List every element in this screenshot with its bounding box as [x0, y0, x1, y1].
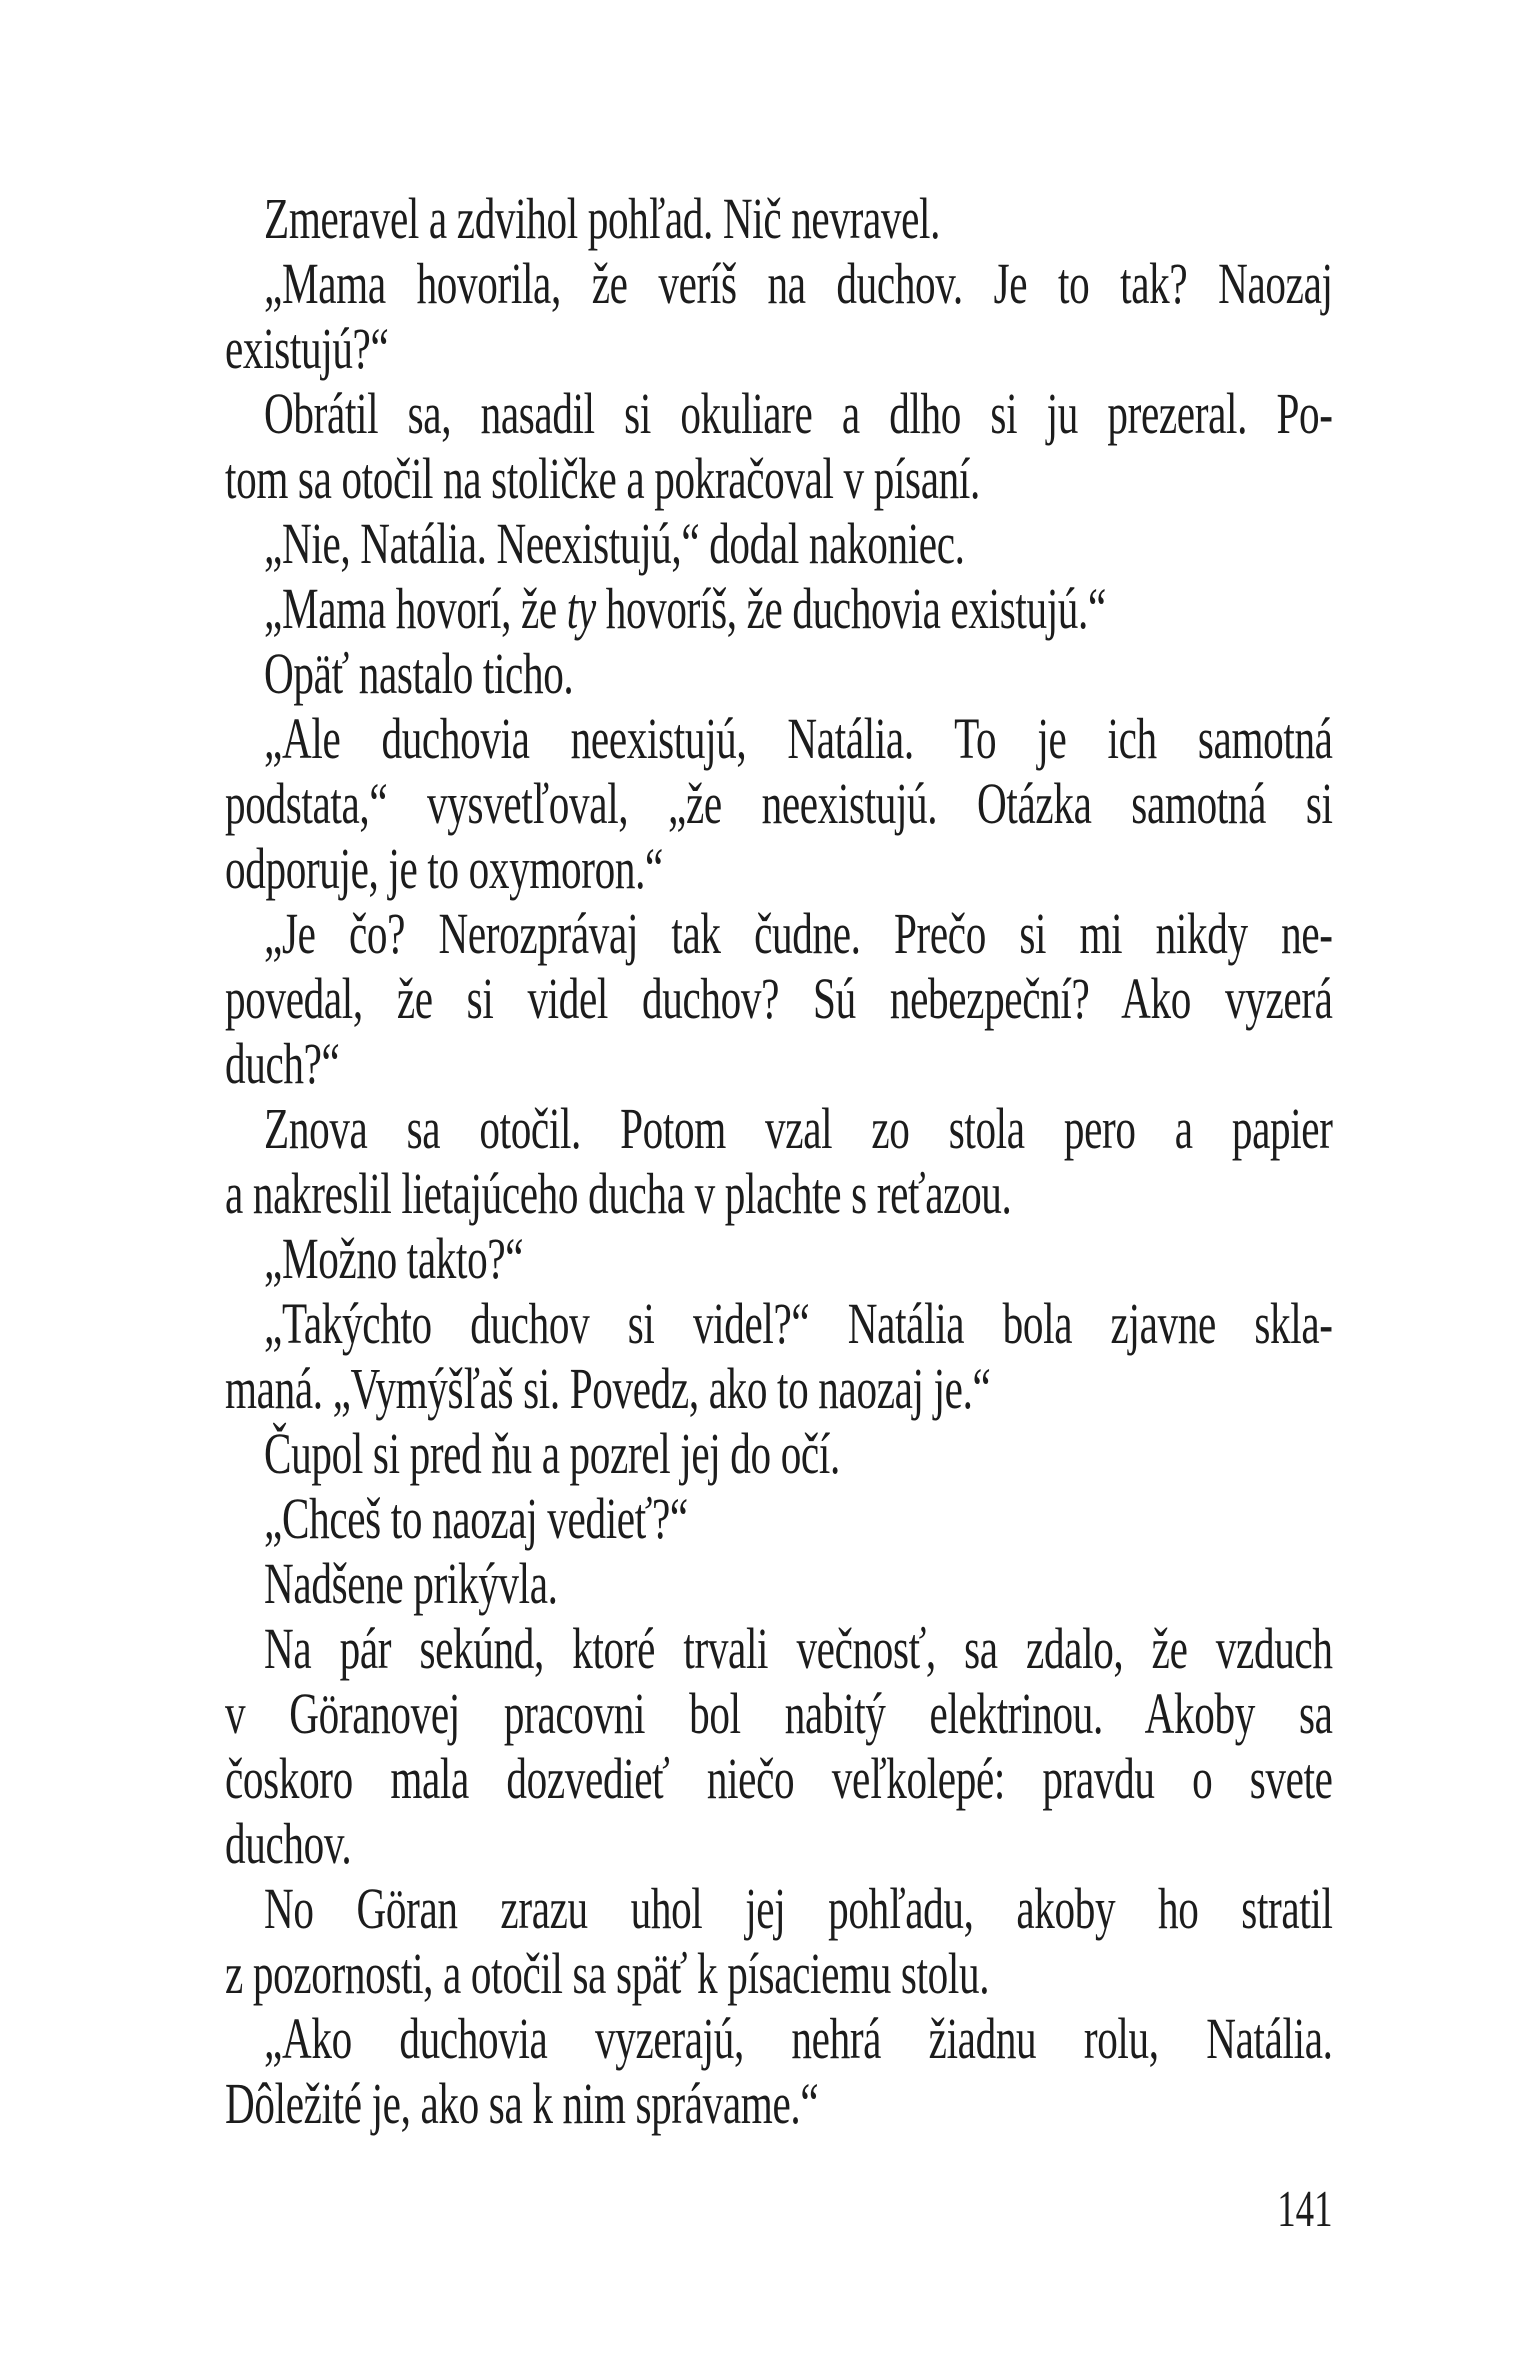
- text-segment: „Mama hovorila, že veríš na duchov. Je to tak? Naozaj: [264, 251, 1333, 316]
- text-line: [225, 186, 1333, 251]
- text-line: [225, 1096, 1333, 1161]
- page-text-lines: [225, 186, 1333, 2136]
- text-segment: existujú?“: [225, 316, 389, 381]
- text-segment: „Takýchto duchov si videl?“ Natália bola zjavne skla-: [264, 1291, 1333, 1356]
- text-line: [225, 381, 1333, 446]
- text-line: [225, 1941, 1333, 2006]
- text-segment: „Možno takto?“: [264, 1226, 524, 1291]
- text-segment: Opäť nastalo ticho.: [264, 641, 574, 706]
- text-line: [225, 446, 1333, 511]
- text-segment: tom sa otočil na stoličke a pokračoval v písaní.: [225, 446, 980, 511]
- text-segment: podstata,“ vysvetľoval, „že neexistujú. Otázka samotná si: [225, 771, 1333, 836]
- text-line: [225, 1421, 1333, 1486]
- text-segment: „Chceš to naozaj vedieť?“: [264, 1486, 688, 1551]
- text-segment: „Nie, Natália. Neexistujú,“ dodal nakoniec.: [264, 511, 965, 576]
- text-line: [225, 316, 1333, 381]
- text-segment: duch?“: [225, 1031, 340, 1096]
- text-segment: Na pár sekúnd, ktoré trvali večnosť, sa zdalo, že vzduch: [264, 1616, 1333, 1681]
- text-segment: v Göranovej pracovni bol nabitý elektrinou. Akoby sa: [225, 1681, 1333, 1746]
- text-segment: a nakreslil lietajúceho ducha v plachte s reťazou.: [225, 1161, 1012, 1226]
- text-line: [225, 1226, 1333, 1291]
- text-segment: „Ale duchovia neexistujú, Natália. To je ich samotná: [264, 706, 1333, 771]
- text-line: [225, 576, 1333, 641]
- text-line: [225, 1161, 1333, 1226]
- text-line: [225, 901, 1333, 966]
- text-segment: povedal, že si videl duchov? Sú nebezpeční? Ako vyzerá: [225, 966, 1333, 1031]
- text-line: [225, 1811, 1333, 1876]
- text-segment: odporuje, je to oxymoron.“: [225, 836, 663, 901]
- text-line: [225, 1746, 1333, 1811]
- text-segment: Čupol si pred ňu a pozrel jej do očí.: [264, 1421, 840, 1486]
- text-segment: „Ako duchovia vyzerajú, nehrá žiadnu rolu, Natália.: [264, 2006, 1333, 2071]
- text-line: [225, 836, 1333, 901]
- text-segment: Nadšene prikývla.: [264, 1551, 558, 1616]
- page-text: [225, 186, 1333, 2242]
- text-segment: Obrátil sa, nasadil si okuliare a dlho si ju prezeral. Po-: [264, 381, 1333, 446]
- text-line: [225, 511, 1333, 576]
- text-line: [225, 251, 1333, 316]
- text-line: [225, 1681, 1333, 1746]
- text-segment: hovoríš, že duchovia existujú.“: [595, 576, 1106, 641]
- text-segment: „Mama hovorí, že: [264, 576, 567, 641]
- text-line: [225, 1486, 1333, 1551]
- emphasized-text: ty: [566, 576, 596, 641]
- text-segment: duchov.: [225, 1811, 352, 1876]
- text-line: [225, 2006, 1333, 2071]
- text-segment: No Göran zrazu uhol jej pohľadu, akoby ho stratil: [264, 1876, 1333, 1941]
- text-segment: čoskoro mala dozvedieť niečo veľkolepé: pravdu o svete: [225, 1746, 1333, 1811]
- text-segment: Zmeravel a zdvihol pohľad. Nič nevravel.: [264, 186, 941, 251]
- text-line: [225, 706, 1333, 771]
- text-segment: „Je čo? Nerozprávaj tak čudne. Prečo si mi nikdy ne-: [264, 901, 1333, 966]
- text-line: [225, 1356, 1333, 1421]
- text-segment: Dôležité je, ako sa k nim správame.“: [225, 2071, 819, 2136]
- page-number: 141: [1277, 2181, 1333, 2238]
- text-segment: Znova sa otočil. Potom vzal zo stola pero a papier: [264, 1096, 1333, 1161]
- text-line: [225, 1876, 1333, 1941]
- text-line: [225, 641, 1333, 706]
- text-segment: maná. „Vymýšľaš si. Povedz, ako to naozaj je.“: [225, 1356, 991, 1421]
- text-segment: z pozornosti, a otočil sa späť k písaciemu stolu.: [225, 1941, 990, 2006]
- text-line: [225, 1551, 1333, 1616]
- text-line: [225, 771, 1333, 836]
- text-line: [225, 1616, 1333, 1681]
- text-line: [225, 2071, 1333, 2136]
- text-line: [225, 966, 1333, 1031]
- text-line: [225, 1291, 1333, 1356]
- text-line: [225, 1031, 1333, 1096]
